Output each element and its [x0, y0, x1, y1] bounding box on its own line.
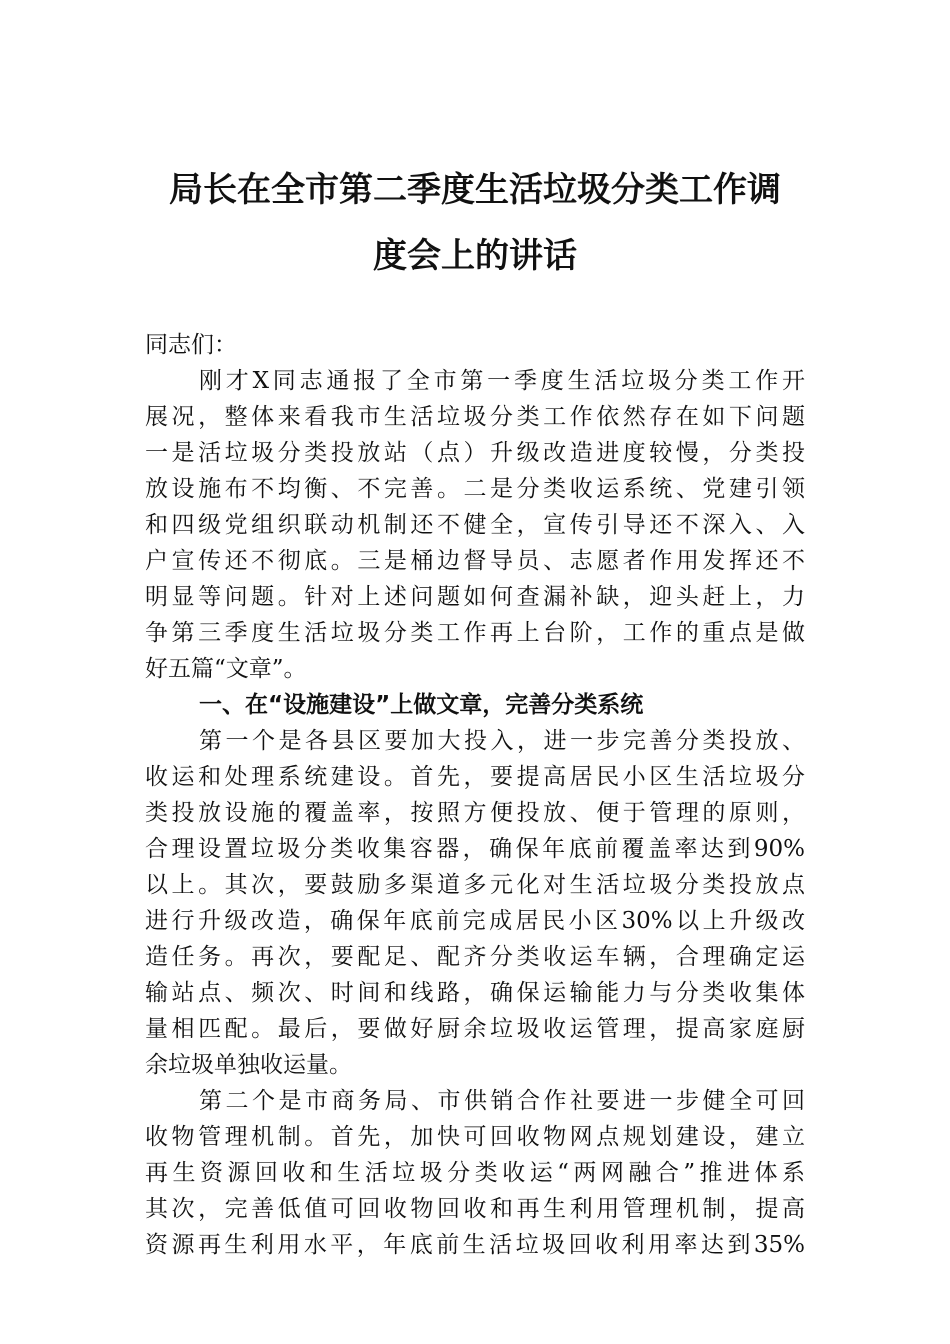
paragraph-3-line: 其次，完善低值可回收物回收和再生利用管理机制，提高 — [145, 1196, 805, 1222]
paragraph-1-line: 刚才X同志通报了全市第一季度生活垃圾分类工作开 — [199, 368, 805, 394]
paragraph-1-line: 好五篇“文章”。 — [145, 656, 307, 682]
paragraph-3-line: 第二个是市商务局、市供销合作社要进一步健全可回 — [199, 1088, 805, 1114]
paragraph-1-line: 展况，整体来看我市生活垃圾分类工作依然存在如下问题 — [145, 404, 805, 430]
paragraph-1-line: 户宣传还不彻底。三是桶边督导员、志愿者作用发挥还不 — [145, 548, 805, 574]
document-title-line-2: 度会上的讲话 — [373, 236, 577, 276]
paragraph-1-line: 和四级党组织联动机制还不健全，宣传引导还不深入、入 — [145, 512, 805, 538]
paragraph-2-line: 量相匹配。最后，要做好厨余垃圾收运管理，提高家庭厨 — [145, 1016, 805, 1042]
paragraph-2-line: 收运和处理系统建设。首先，要提高居民小区生活垃圾分 — [145, 764, 805, 790]
paragraph-3-line: 资源再生利用水平，年底前生活垃圾回收利用率达到35% — [145, 1232, 805, 1258]
paragraph-2-line: 进行升级改造，确保年底前完成居民小区30%以上升级改 — [145, 908, 805, 934]
section-heading-1: 一、在“设施建设”上做文章，完善分类系统 — [199, 692, 644, 718]
paragraph-2-line: 以上。其次，要鼓励多渠道多元化对生活垃圾分类投放点 — [145, 872, 805, 898]
salutation: 同志们： — [145, 332, 237, 358]
paragraph-2-line: 输站点、频次、时间和线路，确保运输能力与分类收集体 — [145, 980, 805, 1006]
paragraph-2-line: 类投放设施的覆盖率，按照方便投放、便于管理的原则， — [145, 800, 805, 826]
paragraph-1-line: 争第三季度生活垃圾分类工作再上台阶，工作的重点是做 — [145, 620, 805, 646]
paragraph-1-line: 一是活垃圾分类投放站（点）升级改造进度较慢，分类投 — [145, 440, 805, 466]
paragraph-1-line: 放设施布不均衡、不完善。二是分类收运系统、党建引领 — [145, 476, 805, 502]
paragraph-2-line: 余垃圾单独收运量。 — [145, 1052, 352, 1078]
paragraph-2-line: 第一个是各县区要加大投入，进一步完善分类投放、 — [199, 728, 805, 754]
paragraph-1-line: 明显等问题。针对上述问题如何查漏补缺，迎头赶上，力 — [145, 584, 805, 610]
paragraph-2-line: 合理设置垃圾分类收集容器，确保年底前覆盖率达到90% — [145, 836, 805, 862]
paragraph-3-line: 收物管理机制。首先，加快可回收物网点规划建设，建立 — [145, 1124, 805, 1150]
document-title-line-1: 局长在全市第二季度生活垃圾分类工作调 — [169, 170, 781, 210]
paragraph-2-line: 造任务。再次，要配足、配齐分类收运车辆，合理确定运 — [145, 944, 805, 970]
paragraph-3-line: 再生资源回收和生活垃圾分类收运“两网融合”推进体系 — [145, 1160, 805, 1186]
